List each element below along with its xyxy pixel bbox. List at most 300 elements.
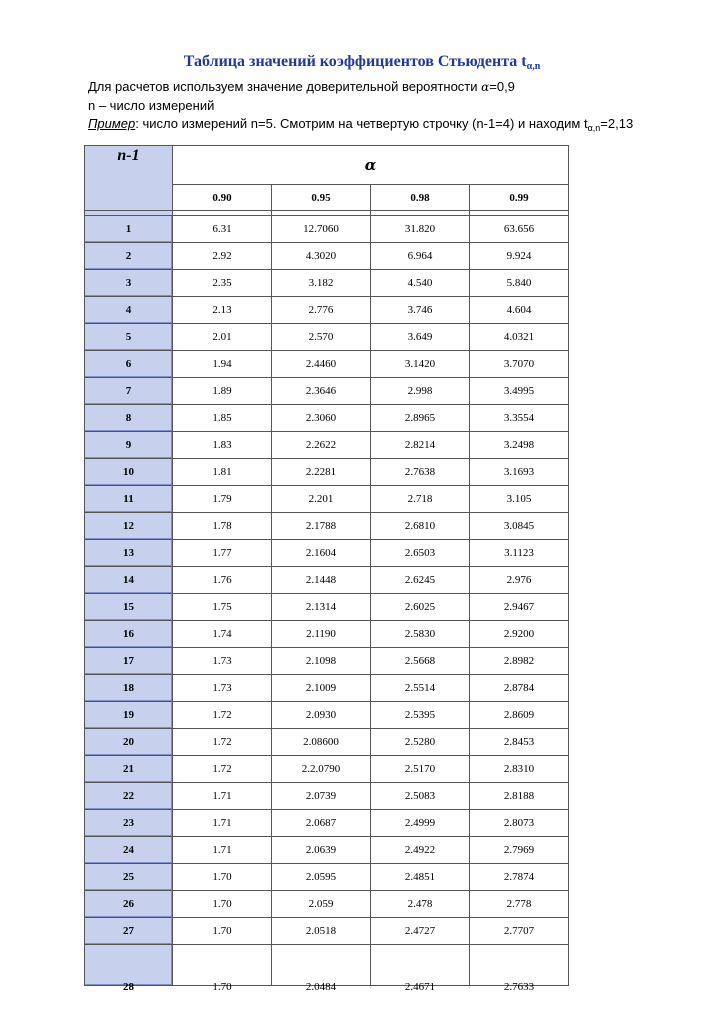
table-row xyxy=(85,513,569,540)
example-subscript: α,n xyxy=(587,123,601,133)
coefficient-cell xyxy=(371,864,470,891)
coefficient-value: 2.4851 xyxy=(404,871,436,883)
coefficient-value: 2.3646 xyxy=(305,385,337,397)
coefficient-cell xyxy=(272,567,371,594)
coefficient-value: 1.85 xyxy=(212,412,232,424)
coefficient-value: 1.78 xyxy=(212,520,232,532)
row-n-value: 16 xyxy=(123,628,134,640)
row-n-value: 19 xyxy=(123,709,134,721)
coefficient-cell xyxy=(470,432,569,459)
row-n-value: 1 xyxy=(125,223,132,235)
coefficient-cell xyxy=(173,324,272,351)
coefficient-cell xyxy=(371,702,470,729)
coefficient-cell xyxy=(371,540,470,567)
coefficient-value: 2.718 xyxy=(407,493,433,505)
coefficient-value: 2.9467 xyxy=(503,601,535,613)
coefficient-cell xyxy=(371,432,470,459)
row-n-cell xyxy=(85,351,173,378)
table-row xyxy=(85,837,569,864)
coefficient-value: 1.73 xyxy=(212,682,232,694)
coefficient-value: 1.81 xyxy=(212,466,232,478)
coefficient-value: 2.8784 xyxy=(503,682,535,694)
coefficient-value: 1.72 xyxy=(212,736,232,748)
coefficient-value: 2.8073 xyxy=(503,817,535,829)
intro-line-n: n – число измерений xyxy=(88,98,215,113)
row-n-value: 21 xyxy=(123,763,134,775)
coefficient-value: 2.0518 xyxy=(305,925,337,937)
coefficient-value: 2.778 xyxy=(506,898,532,910)
coefficient-cell xyxy=(371,351,470,378)
coefficient-value: 2.1314 xyxy=(305,601,337,613)
table-row xyxy=(85,432,569,459)
row-n-value: 6 xyxy=(125,358,132,370)
table-row xyxy=(85,783,569,810)
coefficient-value: 2.2281 xyxy=(305,466,337,478)
coefficient-cell xyxy=(272,756,371,783)
coefficient-value: 1.73 xyxy=(212,655,232,667)
row-n-cell xyxy=(85,918,173,945)
coefficient-cell xyxy=(272,459,371,486)
coefficient-cell xyxy=(173,459,272,486)
coefficient-cell xyxy=(173,297,272,324)
coefficient-cell xyxy=(371,243,470,270)
coefficient-value: 2.8310 xyxy=(503,763,535,775)
page-title-text: Таблица значений коэффициентов Стьюдента t xyxy=(183,53,527,70)
table-row xyxy=(85,648,569,675)
coefficient-cell xyxy=(173,702,272,729)
coefficient-value: 3.105 xyxy=(506,493,532,505)
coefficient-value: 3.649 xyxy=(407,331,433,343)
coefficient-cell xyxy=(470,702,569,729)
table-row xyxy=(85,459,569,486)
row-n-cell xyxy=(85,324,173,351)
coefficient-value: 3.1693 xyxy=(503,466,535,478)
row-n-cell xyxy=(85,378,173,405)
coefficient-cell xyxy=(371,783,470,810)
coefficient-cell xyxy=(272,783,371,810)
coefficient-value: 2.0595 xyxy=(305,871,337,883)
coefficient-value: 2.1098 xyxy=(305,655,337,667)
table-row xyxy=(85,891,569,918)
coefficient-cell xyxy=(470,810,569,837)
coefficient-value: 31.820 xyxy=(404,223,436,235)
coefficient-cell xyxy=(173,432,272,459)
table-row xyxy=(85,918,569,945)
table-row xyxy=(85,594,569,621)
coefficient-cell xyxy=(272,486,371,513)
table-row xyxy=(85,729,569,756)
coefficient-cell xyxy=(371,621,470,648)
coefficient-cell xyxy=(371,459,470,486)
coefficient-value: 2.0687 xyxy=(305,817,337,829)
coefficient-value: 2.08600 xyxy=(303,736,339,748)
coefficient-cell xyxy=(272,513,371,540)
row-n-cell xyxy=(85,837,173,864)
table-row xyxy=(85,540,569,567)
coefficient-value: 6.964 xyxy=(407,250,433,262)
row-n-cell xyxy=(85,675,173,702)
coefficient-value: 4.604 xyxy=(506,304,532,316)
coefficient-value: 2.6025 xyxy=(404,601,436,613)
row-n-cell xyxy=(85,432,173,459)
coefficient-cell xyxy=(173,513,272,540)
coefficient-cell xyxy=(470,486,569,513)
header-alpha: α xyxy=(173,146,569,185)
coefficient-cell xyxy=(371,918,470,945)
coefficient-cell xyxy=(371,378,470,405)
coefficient-value: 1.76 xyxy=(212,574,232,586)
row-n-value: 22 xyxy=(123,790,134,802)
coefficient-value: 4.3020 xyxy=(305,250,337,262)
coefficient-value: 2.13 xyxy=(212,304,232,316)
coefficient-cell xyxy=(272,297,371,324)
coefficient-value: 1.70 xyxy=(212,981,232,993)
coefficient-value: 12.7060 xyxy=(303,223,339,235)
coefficient-cell xyxy=(470,648,569,675)
coefficient-value: 2.478 xyxy=(407,898,433,910)
coefficient-cell xyxy=(272,891,371,918)
coefficient-cell xyxy=(470,351,569,378)
coefficient-value: 2.4999 xyxy=(404,817,436,829)
row-n-cell xyxy=(85,891,173,918)
row-n-cell xyxy=(85,756,173,783)
coefficient-cell xyxy=(272,675,371,702)
coefficient-value: 3.2498 xyxy=(503,439,535,451)
row-n-value: 23 xyxy=(123,817,134,829)
coefficient-value: 1.72 xyxy=(212,709,232,721)
page-title xyxy=(0,53,724,72)
coefficient-cell xyxy=(272,918,371,945)
row-n-value: 14 xyxy=(123,574,134,586)
coefficient-value: 2.8453 xyxy=(503,736,535,748)
coefficient-cell xyxy=(173,675,272,702)
coefficient-cell xyxy=(272,378,371,405)
coefficient-value: 2.4922 xyxy=(404,844,436,856)
coefficient-cell xyxy=(371,513,470,540)
coefficient-cell xyxy=(173,567,272,594)
coefficient-value: 2.201 xyxy=(308,493,334,505)
coefficient-cell xyxy=(272,648,371,675)
coefficient-value: 2.5083 xyxy=(404,790,436,802)
row-n-cell xyxy=(85,216,173,243)
row-n-cell xyxy=(85,513,173,540)
coefficient-value: 2.35 xyxy=(212,277,232,289)
coefficient-cell xyxy=(470,459,569,486)
coefficient-value: 2.4460 xyxy=(305,358,337,370)
table-row xyxy=(85,405,569,432)
table-row xyxy=(85,621,569,648)
coefficient-value: 2.5395 xyxy=(404,709,436,721)
coefficient-value: 2.5668 xyxy=(404,655,436,667)
coefficient-cell xyxy=(371,756,470,783)
coefficient-value: 2.0930 xyxy=(305,709,337,721)
coefficient-cell xyxy=(470,783,569,810)
coefficient-cell xyxy=(173,918,272,945)
coefficient-cell xyxy=(470,513,569,540)
coefficient-cell xyxy=(272,216,371,243)
table-body xyxy=(85,216,569,993)
coefficient-value: 2.7874 xyxy=(503,871,535,883)
coefficient-cell xyxy=(272,324,371,351)
row-n-value: 15 xyxy=(123,601,134,613)
coefficient-cell xyxy=(470,540,569,567)
coefficient-value: 2.6245 xyxy=(404,574,436,586)
student-table-container xyxy=(84,145,569,993)
coefficient-cell xyxy=(173,540,272,567)
coefficient-cell xyxy=(173,783,272,810)
header-level: 0.98 xyxy=(371,185,470,211)
coefficient-value: 3.1123 xyxy=(504,547,534,559)
coefficient-cell xyxy=(371,405,470,432)
row-n-value: 27 xyxy=(123,925,134,937)
coefficient-cell xyxy=(173,270,272,297)
coefficient-cell xyxy=(371,648,470,675)
intro-line-confidence-value: =0,9 xyxy=(489,79,515,94)
coefficient-cell xyxy=(371,837,470,864)
header-level: 0.90 xyxy=(173,185,272,211)
coefficient-value: 2.4727 xyxy=(404,925,436,937)
row-n-value: 25 xyxy=(123,871,134,883)
coefficient-value: 1.70 xyxy=(212,925,232,937)
row-n-value: 9 xyxy=(125,439,132,451)
coefficient-value: 2.92 xyxy=(212,250,232,262)
coefficient-value: 1.71 xyxy=(212,817,232,829)
row-n-value: 8 xyxy=(125,412,132,424)
student-coefficients-table xyxy=(84,145,569,993)
coefficient-value: 2.8965 xyxy=(404,412,436,424)
coefficient-cell xyxy=(470,378,569,405)
table-row xyxy=(85,756,569,783)
coefficient-value: 2.8982 xyxy=(503,655,535,667)
intro-line-example xyxy=(88,115,633,137)
coefficient-cell xyxy=(173,648,272,675)
coefficient-cell xyxy=(272,243,371,270)
coefficient-cell xyxy=(173,486,272,513)
coefficient-cell xyxy=(470,756,569,783)
coefficient-value: 2.1448 xyxy=(305,574,337,586)
table-row xyxy=(85,324,569,351)
coefficient-cell xyxy=(470,216,569,243)
coefficient-cell xyxy=(272,729,371,756)
coefficient-value: 2.7707 xyxy=(503,925,535,937)
coefficient-cell xyxy=(173,729,272,756)
coefficient-value: 3.7070 xyxy=(503,358,535,370)
row-n-cell xyxy=(85,567,173,594)
coefficient-cell xyxy=(470,621,569,648)
coefficient-cell xyxy=(470,864,569,891)
coefficient-value: 2.7969 xyxy=(503,844,535,856)
coefficient-value: 2.5514 xyxy=(404,682,436,694)
header-level: 0.95 xyxy=(272,185,371,211)
coefficient-value: 2.5170 xyxy=(404,763,436,775)
row-n-cell xyxy=(85,540,173,567)
row-n-value: 12 xyxy=(123,520,134,532)
coefficient-value: 1.70 xyxy=(212,871,232,883)
row-n-value: 20 xyxy=(123,736,134,748)
row-n-cell xyxy=(85,864,173,891)
row-n-value: 26 xyxy=(123,898,134,910)
coefficient-value: 2.7638 xyxy=(404,466,436,478)
coefficient-value: 3.1420 xyxy=(404,358,436,370)
alpha-symbol: α xyxy=(481,80,490,94)
table-row xyxy=(85,216,569,243)
coefficient-cell xyxy=(371,675,470,702)
page-title-subscript: α,n xyxy=(526,61,541,72)
coefficient-cell xyxy=(371,729,470,756)
header-n-minus-1-label: n-1 xyxy=(117,147,140,164)
row-n-cell xyxy=(85,702,173,729)
coefficient-value: 1.89 xyxy=(212,385,232,397)
coefficient-value: 2.5280 xyxy=(404,736,436,748)
row-n-value: 11 xyxy=(123,493,134,505)
coefficient-cell xyxy=(470,297,569,324)
coefficient-cell xyxy=(470,594,569,621)
row-n-value: 7 xyxy=(125,385,132,397)
coefficient-value: 1.75 xyxy=(212,601,232,613)
row-n-cell xyxy=(85,297,173,324)
coefficient-value: 5.840 xyxy=(506,277,532,289)
coefficient-value: 2.570 xyxy=(308,331,334,343)
coefficient-value: 3.0845 xyxy=(503,520,535,532)
coefficient-cell xyxy=(272,945,371,993)
coefficient-cell xyxy=(470,405,569,432)
intro-line-confidence-prefix: Для расчетов используем значение доверительной вероятности xyxy=(88,79,482,94)
coefficient-cell xyxy=(470,918,569,945)
table-row xyxy=(85,297,569,324)
coefficient-cell xyxy=(371,324,470,351)
intro-line-confidence xyxy=(88,78,633,96)
row-n-value: 24 xyxy=(123,844,134,856)
coefficient-value: 9.924 xyxy=(506,250,532,262)
coefficient-cell xyxy=(470,567,569,594)
row-n-value: 4 xyxy=(125,304,132,316)
coefficient-value: 1.83 xyxy=(212,439,232,451)
coefficient-cell xyxy=(371,891,470,918)
coefficient-value: 2.1604 xyxy=(305,547,337,559)
coefficient-value: 2.0739 xyxy=(305,790,337,802)
coefficient-value: 3.746 xyxy=(407,304,433,316)
coefficient-value: 2.9200 xyxy=(503,628,535,640)
coefficient-cell xyxy=(272,837,371,864)
row-n-cell xyxy=(85,243,173,270)
table-row xyxy=(85,351,569,378)
row-n-cell xyxy=(85,270,173,297)
coefficient-cell xyxy=(272,864,371,891)
coefficient-cell xyxy=(173,810,272,837)
coefficient-value: 1.77 xyxy=(212,547,232,559)
row-n-cell xyxy=(85,945,173,993)
coefficient-value: 2.0639 xyxy=(305,844,337,856)
coefficient-cell xyxy=(470,837,569,864)
row-n-cell xyxy=(85,621,173,648)
coefficient-value: 4.0321 xyxy=(503,331,535,343)
row-n-value: 5 xyxy=(125,331,132,343)
coefficient-value: 1.70 xyxy=(212,898,232,910)
table-row xyxy=(85,243,569,270)
row-n-value: 17 xyxy=(123,655,134,667)
coefficient-value: 2.3060 xyxy=(305,412,337,424)
coefficient-cell xyxy=(173,837,272,864)
coefficient-value: 1.74 xyxy=(212,628,232,640)
coefficient-value: 1.71 xyxy=(212,790,232,802)
coefficient-cell xyxy=(272,270,371,297)
coefficient-cell xyxy=(371,486,470,513)
row-n-value: 10 xyxy=(123,466,134,478)
table-row xyxy=(85,486,569,513)
coefficient-cell xyxy=(272,540,371,567)
table-row xyxy=(85,810,569,837)
coefficient-cell xyxy=(371,594,470,621)
coefficient-value: 2.998 xyxy=(407,385,433,397)
coefficient-cell xyxy=(173,756,272,783)
row-n-cell xyxy=(85,729,173,756)
header-level: 0.99 xyxy=(470,185,569,211)
coefficient-value: 2.976 xyxy=(506,574,532,586)
coefficient-value: 1.72 xyxy=(212,763,232,775)
row-n-cell xyxy=(85,594,173,621)
row-n-value: 28 xyxy=(123,981,134,993)
coefficient-value: 4.540 xyxy=(407,277,433,289)
coefficient-cell xyxy=(470,729,569,756)
coefficient-value: 2.7633 xyxy=(503,981,535,993)
coefficient-value: 2.8214 xyxy=(404,439,436,451)
coefficient-value: 1.94 xyxy=(212,358,232,370)
coefficient-value: 1.71 xyxy=(212,844,232,856)
coefficient-value: 3.182 xyxy=(308,277,334,289)
coefficient-value: 2.8609 xyxy=(503,709,535,721)
coefficient-cell xyxy=(272,621,371,648)
table-row xyxy=(85,864,569,891)
coefficient-cell xyxy=(173,243,272,270)
row-n-value: 3 xyxy=(125,277,132,289)
table-row xyxy=(85,378,569,405)
coefficient-value: 3.3554 xyxy=(503,412,535,424)
coefficient-cell xyxy=(173,378,272,405)
row-n-cell xyxy=(85,648,173,675)
coefficient-cell xyxy=(371,216,470,243)
coefficient-cell xyxy=(173,864,272,891)
table-row xyxy=(85,567,569,594)
coefficient-cell xyxy=(470,243,569,270)
example-result: =2,13 xyxy=(600,116,634,131)
row-n-value: 13 xyxy=(123,547,134,559)
coefficient-value: 2.6503 xyxy=(404,547,436,559)
row-n-value: 2 xyxy=(125,250,132,262)
row-n-value: 18 xyxy=(123,682,134,694)
coefficient-cell xyxy=(470,945,569,993)
coefficient-cell xyxy=(173,594,272,621)
coefficient-value: 2.01 xyxy=(212,331,232,343)
coefficient-cell xyxy=(272,702,371,729)
coefficient-value: 2.059 xyxy=(308,898,334,910)
coefficient-value: 1.79 xyxy=(212,493,232,505)
coefficient-cell xyxy=(272,594,371,621)
row-n-cell xyxy=(85,405,173,432)
coefficient-value: 2.1190 xyxy=(306,628,336,640)
table-row xyxy=(85,945,569,986)
coefficient-value: 2.8188 xyxy=(503,790,535,802)
row-n-cell xyxy=(85,810,173,837)
coefficient-value: 2.4671 xyxy=(404,981,436,993)
row-n-cell xyxy=(85,486,173,513)
coefficient-value: 2.6810 xyxy=(404,520,436,532)
coefficient-cell xyxy=(470,324,569,351)
intro-text xyxy=(88,78,633,138)
coefficient-cell xyxy=(371,567,470,594)
coefficient-cell xyxy=(173,405,272,432)
coefficient-cell xyxy=(470,675,569,702)
coefficient-cell xyxy=(371,270,470,297)
